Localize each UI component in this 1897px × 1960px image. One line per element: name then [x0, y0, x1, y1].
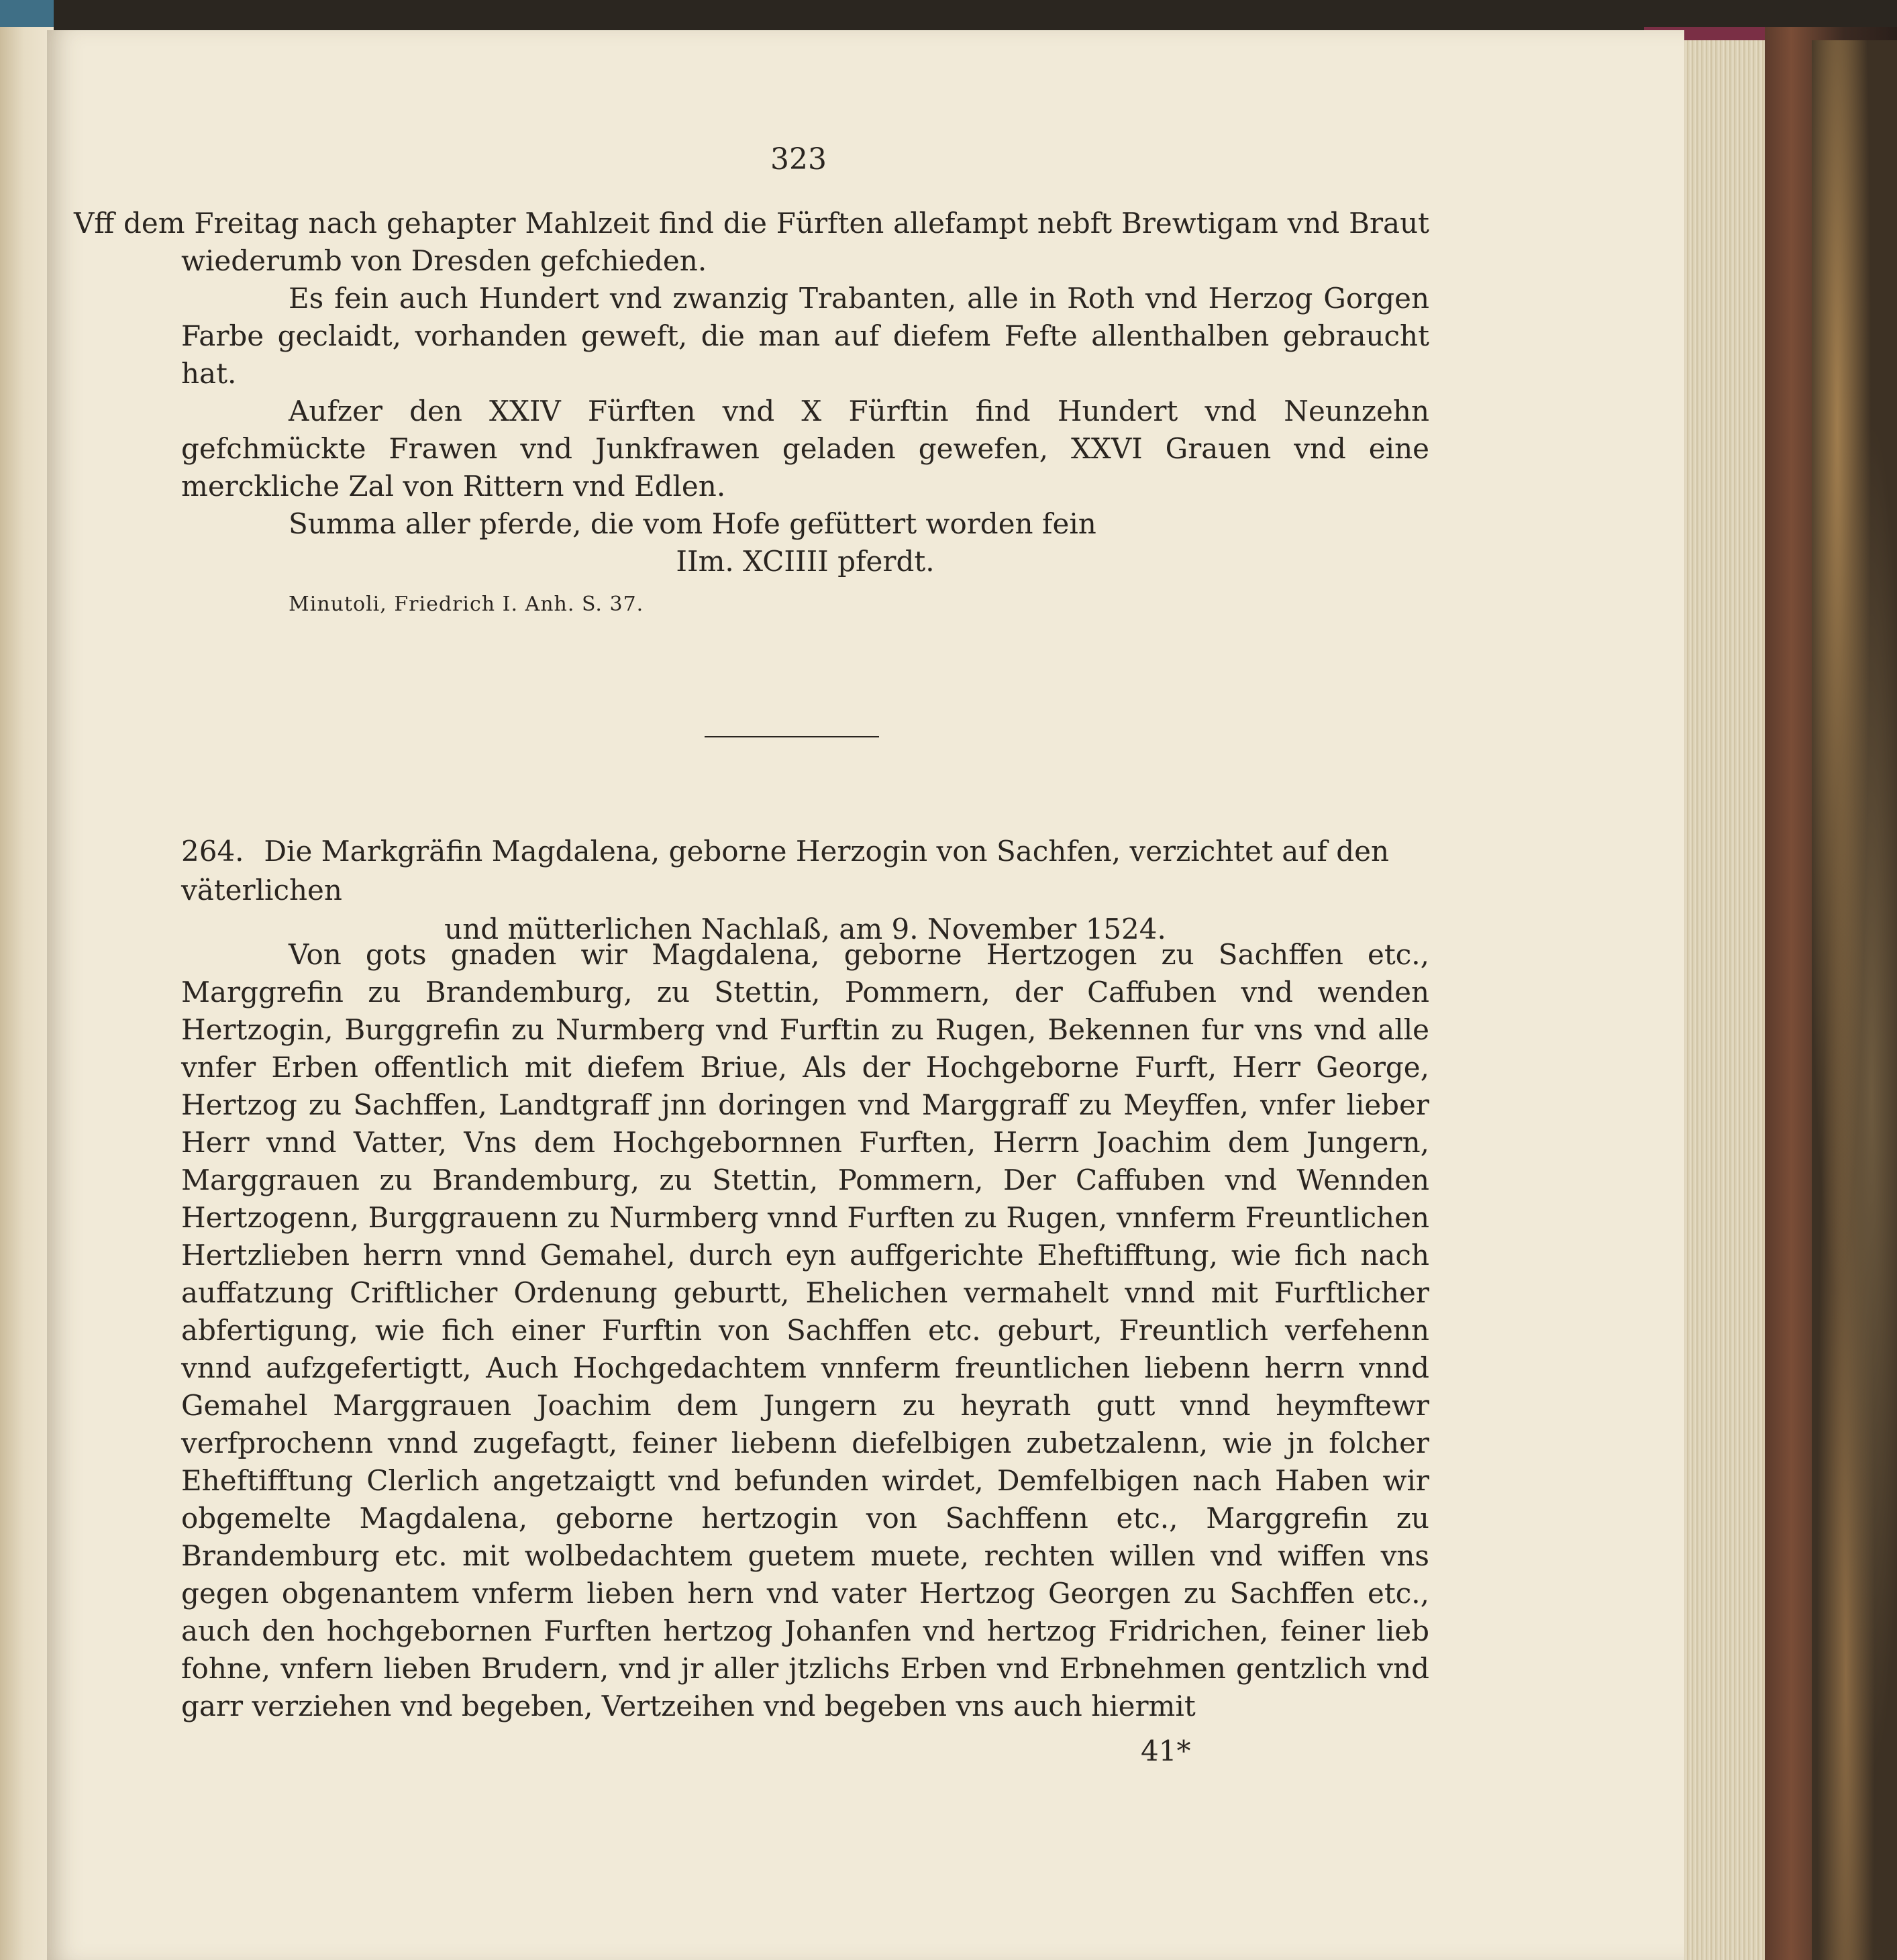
heading-line-1: Die Markgräfin Magdalena, geborne Herzogin von Sachfen, verzichtet auf den väterlichen — [181, 835, 1390, 907]
summa-value: IIm. XCIIII pferdt. — [676, 545, 935, 578]
heading-line-2: und mütterlichen Nachlaß, am 9. November 1524. — [444, 913, 1166, 945]
top-section — [74, 205, 1429, 616]
paragraph-trabanten: Es fein auch Hundert vnd zwanzig Trabanten, alle in Roth vnd Herzog Gorgen Farbe geclaidt, vorhanden geweft, die man auf diefem Fefte allenthalben gebraucht hat. — [181, 282, 1429, 390]
body-paragraph: Von gots gnaden wir Magdalena, geborne Hertzogen zu Sachffen etc., Marggrefin zu Brandemburg, zu Stettin, Pommern, der Caffuben vnd wenden Hertzogin, Burggrefin zu Nurmberg vnd Furftin zu Rugen, Bekennen fur vns vnd alle vnfer Erben offentlich mit diefem Briue, Als der Hochgeborne Furft, Herr George, Hertzog zu Sachffen, Landtgraff jnn doringen vnd Marggraff zu Meyffen, vnfer lieber Herr vnnd Vatter, Vns dem Hochgebornnen Furften, Herrn Joachim dem Jungern, Marggrauen zu Brandemburg, zu Stettin, Pommern, Der Caffuben vnd Wennden Hertzogenn, Burggrauenn zu Nurmberg vnnd Furften zu Rugen, vnnferm Freuntlichen Hertzlieben herrn vnnd Gemahel, durch eyn auffgerichte Eheftifftung, wie fich nach auffatzung Criftlicher Ordenung geburtt, Ehelichen vermahelt vnnd mit Furftlicher abfertigung, wie fich einer Furftin von Sachffen etc. geburt, Freuntlich verfehenn vnnd aufzgefertigtt, Auch Hochgedachtem vnnferm freuntlichen liebenn herrn vnnd Gemahel Marggrauen Joachim dem Jungern zu heyrath gutt vnnd heymftewr verfprochenn vnnd zugefagtt, feiner liebenn diefelbigen zubetzalenn, wie jn folcher Eheftifftung Clerlich angetzaigtt vnd befunden wirdet, Demfelbigen nach Haben wir obgemelte Magdalena, geborne hertzogin von Sachffenn etc., Marggrefin zu Brandemburg etc. mit wolbedachtem guetem muete, rechten willen vnd wiffen vns gegen obgenantem vnferm lieben hern vnd vater Hertzog Georgen zu Sachffen etc., auch den hochgebornen Furften hertzog Johanfen vnd hertzog Fridrichen, feiner lieb fohne, vnfern lieben Brudern, vnd jr aller jtzlichs Erben vnd Erbnehmen gentzlich vnd garr verziehen vnd begeben, Vertzeihen vnd begeben vns auch hiermit — [181, 938, 1429, 1722]
page-stack-edge — [1684, 40, 1765, 1960]
paragraph-departure: Vff dem Freitag nach gehapter Mahlzeit find die Fürften allefampt nebft Brewtigam vnd Braut wiederumb von Dresden gefchieden. — [74, 207, 1429, 277]
marbled-endpaper — [1812, 40, 1897, 1960]
paragraph-summa: Summa aller pferde, die vom Hofe gefüttert worden fein — [289, 507, 1096, 540]
source-reference: Minutoli, Friedrich I. Anh. S. 37. — [289, 592, 644, 616]
page-number: 323 — [770, 142, 827, 176]
document-body — [181, 936, 1429, 1725]
left-page-edge — [0, 27, 54, 1960]
paragraph-guests: Aufzer den XXIV Fürften vnd X Fürftin find Hundert vnd Neunzehn gefchmückte Frawen vnd Junkfrawen geladen gewefen, XXVI Grauen vnd eine merckliche Zal von Rittern vnd Edlen. — [181, 395, 1429, 503]
section-divider — [705, 736, 879, 737]
signature-mark: 41* — [1141, 1735, 1191, 1767]
document-number: 264. — [181, 835, 244, 868]
document-heading — [181, 832, 1429, 949]
